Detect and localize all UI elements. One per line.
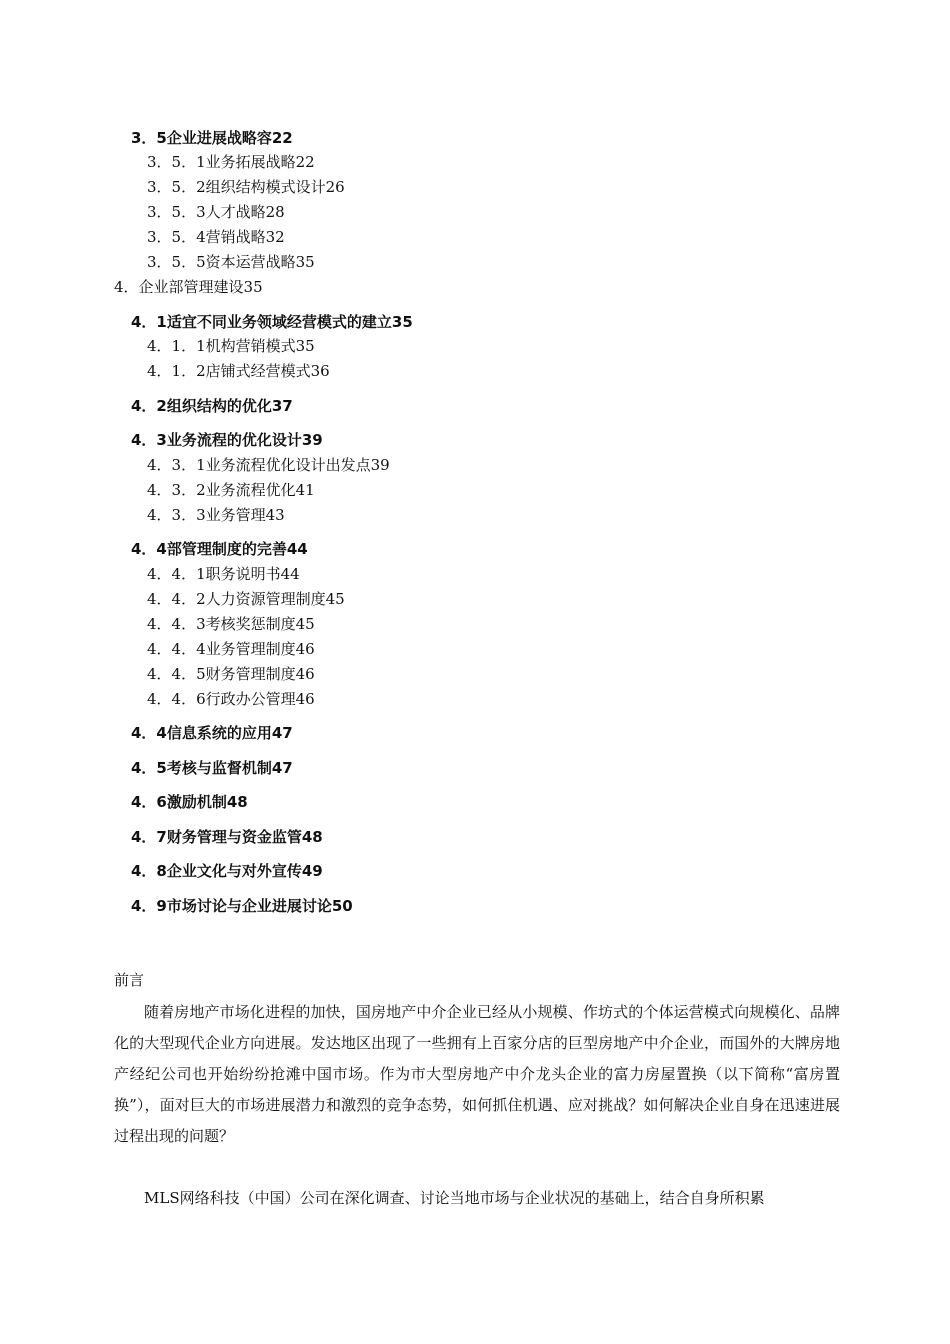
- toc-entry[interactable]: 4．4．1职务说明书44: [147, 565, 300, 583]
- toc-entry[interactable]: 4．4．2人力资源管理制度45: [147, 590, 345, 608]
- toc-entry[interactable]: 4．1．1机构营销模式35: [147, 337, 315, 355]
- preface-paragraph: 随着房地产市场化进程的加快，国房地产中介企业已经从小规模、作坊式的个体运营模式向规模化、品牌化的大型现代企业方向进展。发达地区出现了一些拥有上百家分店的巨型房地产中介企业，而国外的大牌房地产经纪公司也开始纷纷抢滩中国市场。作为市大型房地产中介龙头企业的富力房屋置换（以下简称“富房置换”），面对巨大的市场进展潜力和激烈的竞争态势，如何抓住机遇、应对挑战？如何解决企业自身在迅速进展过程出现的问题？: [114, 1003, 840, 1145]
- toc-entry[interactable]: 4．4部管理制度的完善44: [131, 540, 308, 558]
- toc-entry[interactable]: 4．1适宜不同业务领域经营模式的建立35: [131, 313, 413, 331]
- toc-entry[interactable]: 4．1．2店铺式经营模式36: [147, 362, 330, 380]
- toc-entry[interactable]: 4．5考核与监督机制47: [131, 759, 293, 777]
- toc-entry[interactable]: 4．4．3考核奖惩制度45: [147, 615, 315, 633]
- toc-entry[interactable]: 4．9市场讨论与企业进展讨论50: [131, 897, 353, 915]
- toc-entry[interactable]: 3．5．2组织结构模式设计26: [147, 178, 345, 196]
- toc-entry[interactable]: 4．2组织结构的优化37: [131, 397, 293, 415]
- toc-entry[interactable]: 4．4信息系统的应用47: [131, 724, 293, 742]
- toc-entry[interactable]: 4．3业务流程的优化设计39: [131, 431, 323, 449]
- toc-entry[interactable]: 4．6激励机制48: [131, 793, 248, 811]
- toc-entry[interactable]: 4．4．5财务管理制度46: [147, 665, 315, 683]
- toc-entry[interactable]: 3．5．5资本运营战略35: [147, 253, 315, 271]
- toc-entry[interactable]: 4．8企业文化与对外宣传49: [131, 862, 323, 880]
- toc-entry[interactable]: 4．4．6行政办公管理46: [147, 690, 315, 708]
- preface-paragraph: MLS网络科技（中国）公司在深化调查、讨论当地市场与企业状况的基础上，结合自身所积累: [144, 1189, 765, 1207]
- toc-entry[interactable]: 3．5．4营销战略32: [147, 228, 285, 246]
- toc-entry[interactable]: 4．3．2业务流程优化41: [147, 481, 315, 499]
- toc-entry[interactable]: 3．5．1业务拓展战略22: [147, 153, 315, 171]
- toc-entry[interactable]: 4．3．1业务流程优化设计出发点39: [147, 456, 390, 474]
- toc-entry[interactable]: 3．5．3人才战略28: [147, 203, 285, 221]
- toc-entry[interactable]: 4．3．3业务管理43: [147, 506, 285, 524]
- toc-entry[interactable]: 3．5企业进展战略容22: [131, 129, 293, 147]
- toc-entry[interactable]: 4．4．4业务管理制度46: [147, 640, 315, 658]
- preface-title: 前言: [114, 971, 145, 989]
- toc-entry[interactable]: 4．7财务管理与资金监管48: [131, 828, 323, 846]
- toc-entry[interactable]: 4．企业部管理建设35: [114, 278, 263, 296]
